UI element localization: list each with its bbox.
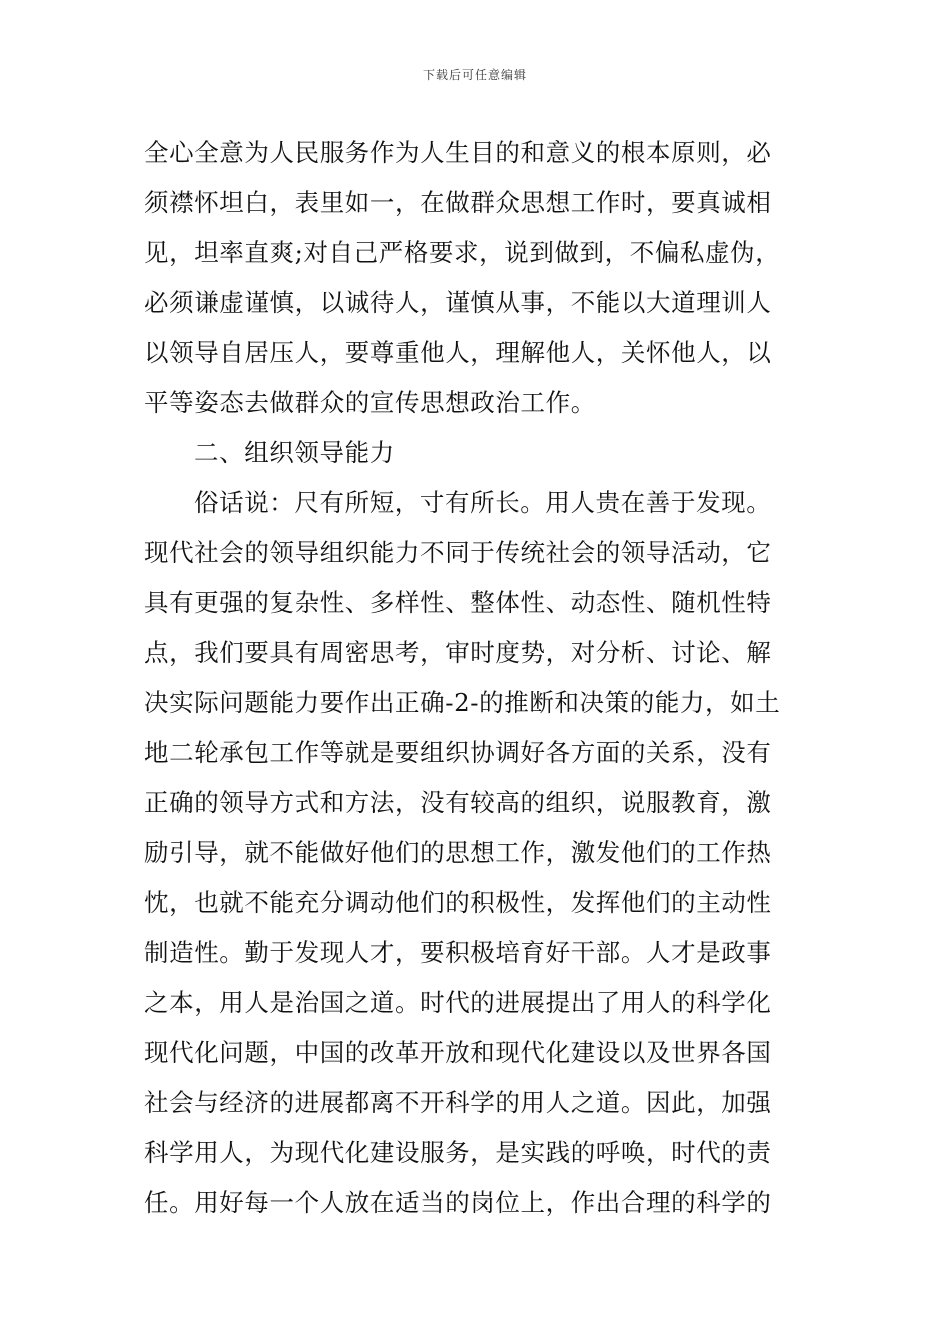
text-line: 见，坦率直爽;对自己严格要求，说到做到，不偏私虚伪， <box>144 238 781 267</box>
text-line: 全心全意为人民服务作为人生目的和意义的根本原则，必 <box>144 138 772 167</box>
text-line: 制造性。勤于发现人才，要积极培育好干部。人才是政事 <box>144 938 772 967</box>
text-line: 社会与经济的进展都离不开科学的用人之道。因此，加强 <box>144 1088 772 1117</box>
text-line: 点，我们要具有周密思考，审时度势，对分析、讨论、解 <box>144 638 772 667</box>
text-line: 必须谦虚谨慎，以诚待人，谨慎从事，不能以大道理训人 <box>144 288 772 317</box>
text-line: 励引导，就不能做好他们的思想工作，激发他们的工作热 <box>144 838 772 867</box>
text-line: 之本，用人是治国之道。时代的进展提出了用人的科学化 <box>144 988 772 1017</box>
text-line: 须襟怀坦白，表里如一，在做群众思想工作时，要真诚相 <box>144 188 772 217</box>
header-note: 下载后可任意编辑 <box>422 68 527 82</box>
text-line: 具有更强的复杂性、多样性、整体性、动态性、随机性特 <box>144 588 772 617</box>
text-line: 俗话说：尺有所短，寸有所长。用人贵在善于发现。 <box>194 488 772 517</box>
section-heading: 二、组织领导能力 <box>194 438 395 467</box>
text-line: 正确的领导方式和方法，没有较高的组织，说服教育，激 <box>144 788 772 817</box>
text-line: 任。用好每一个人放在适当的岗位上，作出合理的科学的 <box>144 1188 772 1217</box>
text-line: 现代化问题，中国的改革开放和现代化建设以及世界各国 <box>144 1038 772 1067</box>
text-line: 平等姿态去做群众的宣传思想政治工作。 <box>144 388 596 417</box>
text-line: 决实际问题能力要作出正确-2-的推断和决策的能力，如土 <box>144 688 781 717</box>
text-line: 现代社会的领导组织能力不同于传统社会的领导活动，它 <box>144 538 772 567</box>
text-line: 以领导自居压人，要尊重他人，理解他人，关怀他人，以 <box>144 338 772 367</box>
text-line: 地二轮承包工作等就是要组织协调好各方面的关系，没有 <box>144 738 772 767</box>
body-text <box>144 128 814 1228</box>
text-line: 忱，也就不能充分调动他们的积极性，发挥他们的主动性 <box>144 888 772 917</box>
text-line: 科学用人，为现代化建设服务，是实践的呼唤，时代的责 <box>144 1138 772 1167</box>
